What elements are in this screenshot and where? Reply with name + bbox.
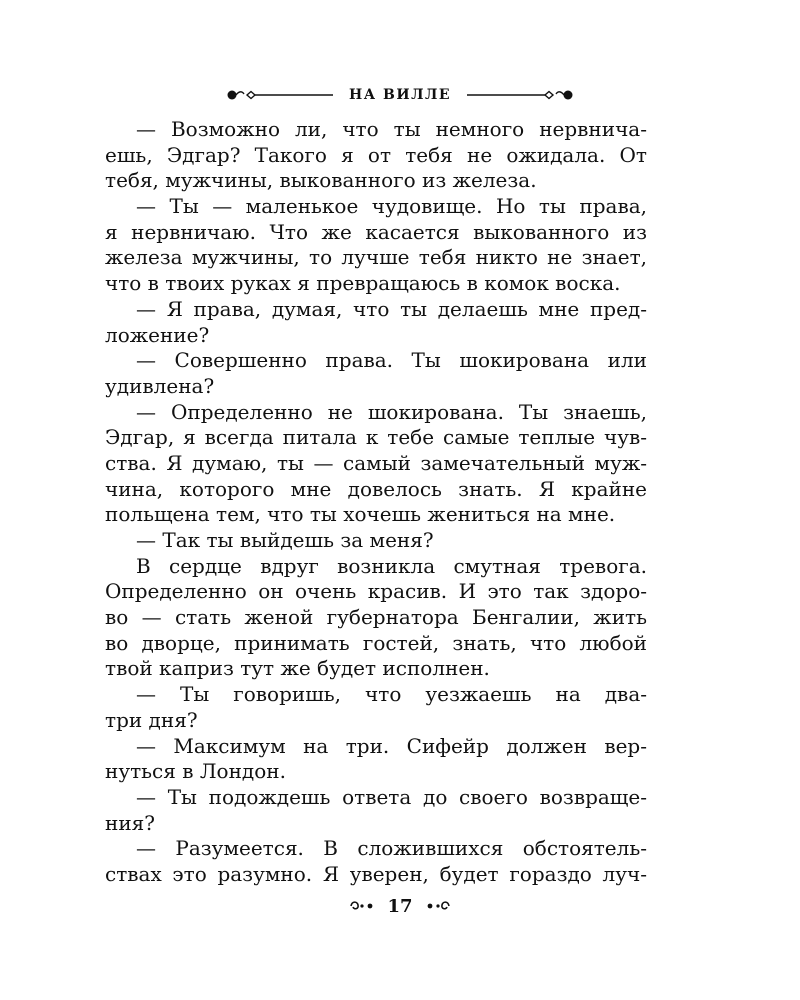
text-line: во дворце, принимать гостей, знать, что любой [105, 630, 647, 655]
running-head [0, 80, 800, 110]
folio-ornament-right-icon [422, 899, 452, 913]
text-line: — Ты подождешь ответа до своего возвраще- [136, 784, 647, 809]
text-line: — Ты — маленькое чудовище. Но ты права, [136, 194, 647, 219]
text-line: — Совершенно права. Ты шокирована или [136, 348, 647, 373]
flourish-left-icon [225, 88, 335, 102]
text-line: ствах это разумно. Я уверен, будет гораздо луч- [105, 861, 647, 886]
folio-ornament-left-icon [348, 899, 378, 913]
running-title: НА ВИЛЛЕ [349, 87, 451, 103]
text-line: — Я права, думая, что ты делаешь мне пред- [136, 296, 647, 321]
text-line: польщена тем, что ты хочешь жениться на мне. [105, 502, 616, 527]
text-line: железа мужчины, то лучше тебя никто не знает, [105, 245, 647, 270]
text-line: ложение? [105, 322, 210, 347]
text-line: — Разумеется. В сложившихся обстоятель- [136, 836, 647, 861]
text-line: Определенно он очень красив. И это так здоро- [105, 579, 647, 604]
text-line: — Так ты выйдешь за меня? [136, 528, 434, 552]
text-line: нуться в Лондон. [105, 759, 286, 784]
text-line: три дня? [105, 707, 198, 732]
text-line: ния? [105, 810, 155, 835]
text-line: ешь, Эдгар? Такого я от тебя не ожидала. От [105, 142, 647, 167]
text-line: что в твоих руках я превращаюсь в комок воска. [105, 271, 621, 296]
page-number: 17 [387, 895, 413, 917]
text-line: Эдгар, я всегда питала к тебе самые теплые чув- [105, 425, 647, 450]
text-line: удивлена? [105, 373, 215, 398]
text-line: — Максимум на три. Сифейр должен вер- [136, 733, 647, 758]
text-line: тебя, мужчины, выкованного из железа. [105, 168, 537, 193]
text-line: твой каприз тут же будет исполнен. [105, 656, 490, 681]
text-line: ства. Я думаю, ты — самый замечательный муж- [105, 450, 647, 475]
flourish-right-icon [465, 88, 575, 102]
text-line: — Ты говоришь, что уезжаешь на два- [136, 682, 647, 707]
body-text [105, 117, 647, 888]
text-line: В сердце вдруг возникла смутная тревога. [136, 553, 647, 578]
page-footer [0, 893, 800, 919]
text-line: я нервничаю. Что же касается выкованного из [105, 219, 647, 244]
text-line: во — стать женой губернатора Бенгалии, жить [105, 605, 647, 630]
text-line: — Возможно ли, что ты немного нервнича- [136, 117, 647, 141]
text-line: чина, которого мне довелось знать. Я крайне [105, 476, 647, 501]
text-line: — Определенно не шокирована. Ты знаешь, [136, 399, 647, 424]
